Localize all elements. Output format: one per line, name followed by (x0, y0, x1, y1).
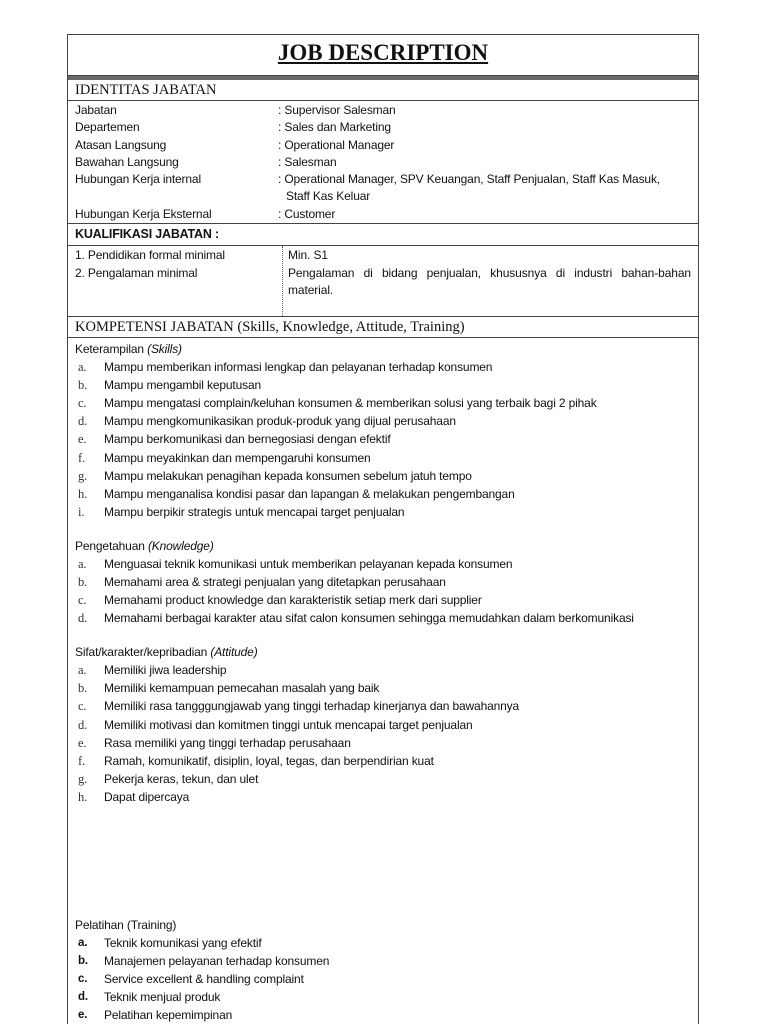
identitas-label: Jabatan (75, 103, 117, 117)
list-item: a. Teknik komunikasi yang efektif (78, 936, 262, 951)
identitas-label: Departemen (75, 120, 140, 135)
kualifikasi-label: 1. Pendidikan formal minimal (75, 248, 225, 263)
list-item: d. Teknik menjual produk (78, 990, 221, 1005)
kualifikasi-value: Min. S1 (288, 248, 328, 263)
list-item: d. Memiliki motivasi dan komitmen tinggi untuk mencapai target penjualan (78, 717, 473, 732)
identitas-row (75, 102, 691, 119)
kualifikasi-header: KUALIFIKASI JABATAN : (68, 224, 698, 246)
list-item: b. Memiliki kemampuan pemecahan masalah yang baik (78, 681, 380, 696)
kualifikasi-values (283, 246, 698, 316)
list-item: f. Ramah, komunikatif, disiplin, loyal, tegas, dan berpendirian kuat (78, 753, 434, 768)
attitude-list (75, 661, 691, 806)
list-item: c. Memiliki rasa tangggungjawab yang tinggi terhadap kinerjanya dan bawahannya (78, 699, 520, 714)
knowledge-list (75, 555, 691, 627)
list-item: e. Pelatihan kepemimpinan (78, 1008, 233, 1023)
identitas-label: Hubungan Kerja Eksternal (75, 206, 212, 221)
training-title: Pelatihan (Training) (75, 918, 177, 933)
training-list (75, 934, 691, 1024)
list-item: h. Dapat dipercaya (78, 789, 190, 804)
identitas-value-continuation: Staff Kas Keluar (286, 189, 371, 204)
list-item: a. Menguasai teknik komunikasi untuk memberikan pelayanan kepada konsumen (78, 556, 513, 571)
list-item: a. Memiliki jiwa leadership (78, 663, 227, 678)
list-item: c. Service excellent & handling complaint (78, 972, 304, 987)
skills-title: Keterampilan (Skills) (75, 342, 182, 357)
identitas-value: : Customer (278, 206, 336, 221)
list-item: d. Memahami berbagai karakter atau sifat calon konsumen sehingga memudahkan dalam berkomunikasi (78, 611, 634, 626)
attitude-title: Sifat/karakter/kepribadian (Attitude) (75, 645, 258, 660)
list-item: a. Mampu memberikan informasi lengkap dan pelayanan terhadap konsumen (78, 360, 493, 375)
identitas-value: : Sales dan Marketing (278, 120, 391, 135)
kompetensi-header: KOMPETENSI JABATAN (Skills, Knowledge, Attitude, Training) (68, 317, 698, 338)
identitas-label: Hubungan Kerja internal (75, 172, 201, 187)
identitas-section (68, 101, 698, 224)
list-item: g. Mampu melakukan penagihan kepada konsumen sebelum jatuh tempo (78, 468, 472, 483)
knowledge-title: Pengetahuan (Knowledge) (75, 538, 214, 553)
kualifikasi-value: Pengalaman di bidang penjualan, khususnya di industri bahan-bahan material. (288, 265, 691, 298)
identitas-row (75, 119, 691, 136)
list-item: c. Memahami product knowledge dan karakteristik setiap merk dari supplier (78, 593, 482, 608)
identitas-label: Bawahan Langsung (75, 154, 179, 169)
list-item: d. Mampu mengkomunikasikan produk-produk yang dijual perusahaan (78, 414, 456, 429)
identitas-value: : Salesman (278, 154, 337, 169)
title-row (68, 35, 698, 76)
list-item: g. Pekerja keras, tekun, dan ulet (78, 771, 259, 786)
identitas-value: : Operational Manager, SPV Keuangan, Staff Penjualan, Staff Kas Masuk, (278, 172, 660, 187)
identitas-header: IDENTITAS JABATAN (68, 80, 698, 101)
identitas-row (75, 171, 691, 206)
job-description-document (67, 34, 699, 1024)
list-item: h. Mampu menganalisa kondisi pasar dan lapangan & melakukan pengembangan (78, 486, 515, 501)
identitas-label: Atasan Langsung (75, 137, 167, 152)
kualifikasi-labels (68, 246, 283, 316)
identitas-row (75, 137, 691, 154)
identitas-value: : Operational Manager (278, 137, 395, 152)
list-item: b. Mampu mengambil keputusan (78, 378, 262, 393)
identitas-row (75, 206, 691, 223)
list-item: b. Manajemen pelayanan terhadap konsumen (78, 954, 330, 969)
identitas-value: : Supervisor Salesman (278, 103, 396, 117)
skills-list (75, 358, 691, 521)
list-item: f. Mampu meyakinkan dan mempengaruhi konsumen (78, 450, 371, 465)
kualifikasi-table (68, 246, 698, 317)
kompetensi-section (68, 338, 698, 1024)
list-item: b. Memahami area & strategi penjualan yang ditetapkan perusahaan (78, 575, 446, 590)
kualifikasi-label: 2. Pengalaman minimal (75, 265, 198, 280)
document-title: JOB DESCRIPTION (277, 40, 489, 65)
list-item: e. Mampu berkomunikasi dan bernegosiasi dengan efektif (78, 432, 391, 447)
identitas-row (75, 154, 691, 171)
identitas-value-wrap (278, 171, 691, 206)
list-item: i. Mampu berpikir strategis untuk mencapai target penjualan (78, 504, 405, 519)
list-item: c. Mampu mengatasi complain/keluhan konsumen & memberikan solusi yang terbaik bagi 2 pihak (78, 396, 597, 411)
list-item: e. Rasa memiliki yang tinggi terhadap perusahaan (78, 735, 351, 750)
